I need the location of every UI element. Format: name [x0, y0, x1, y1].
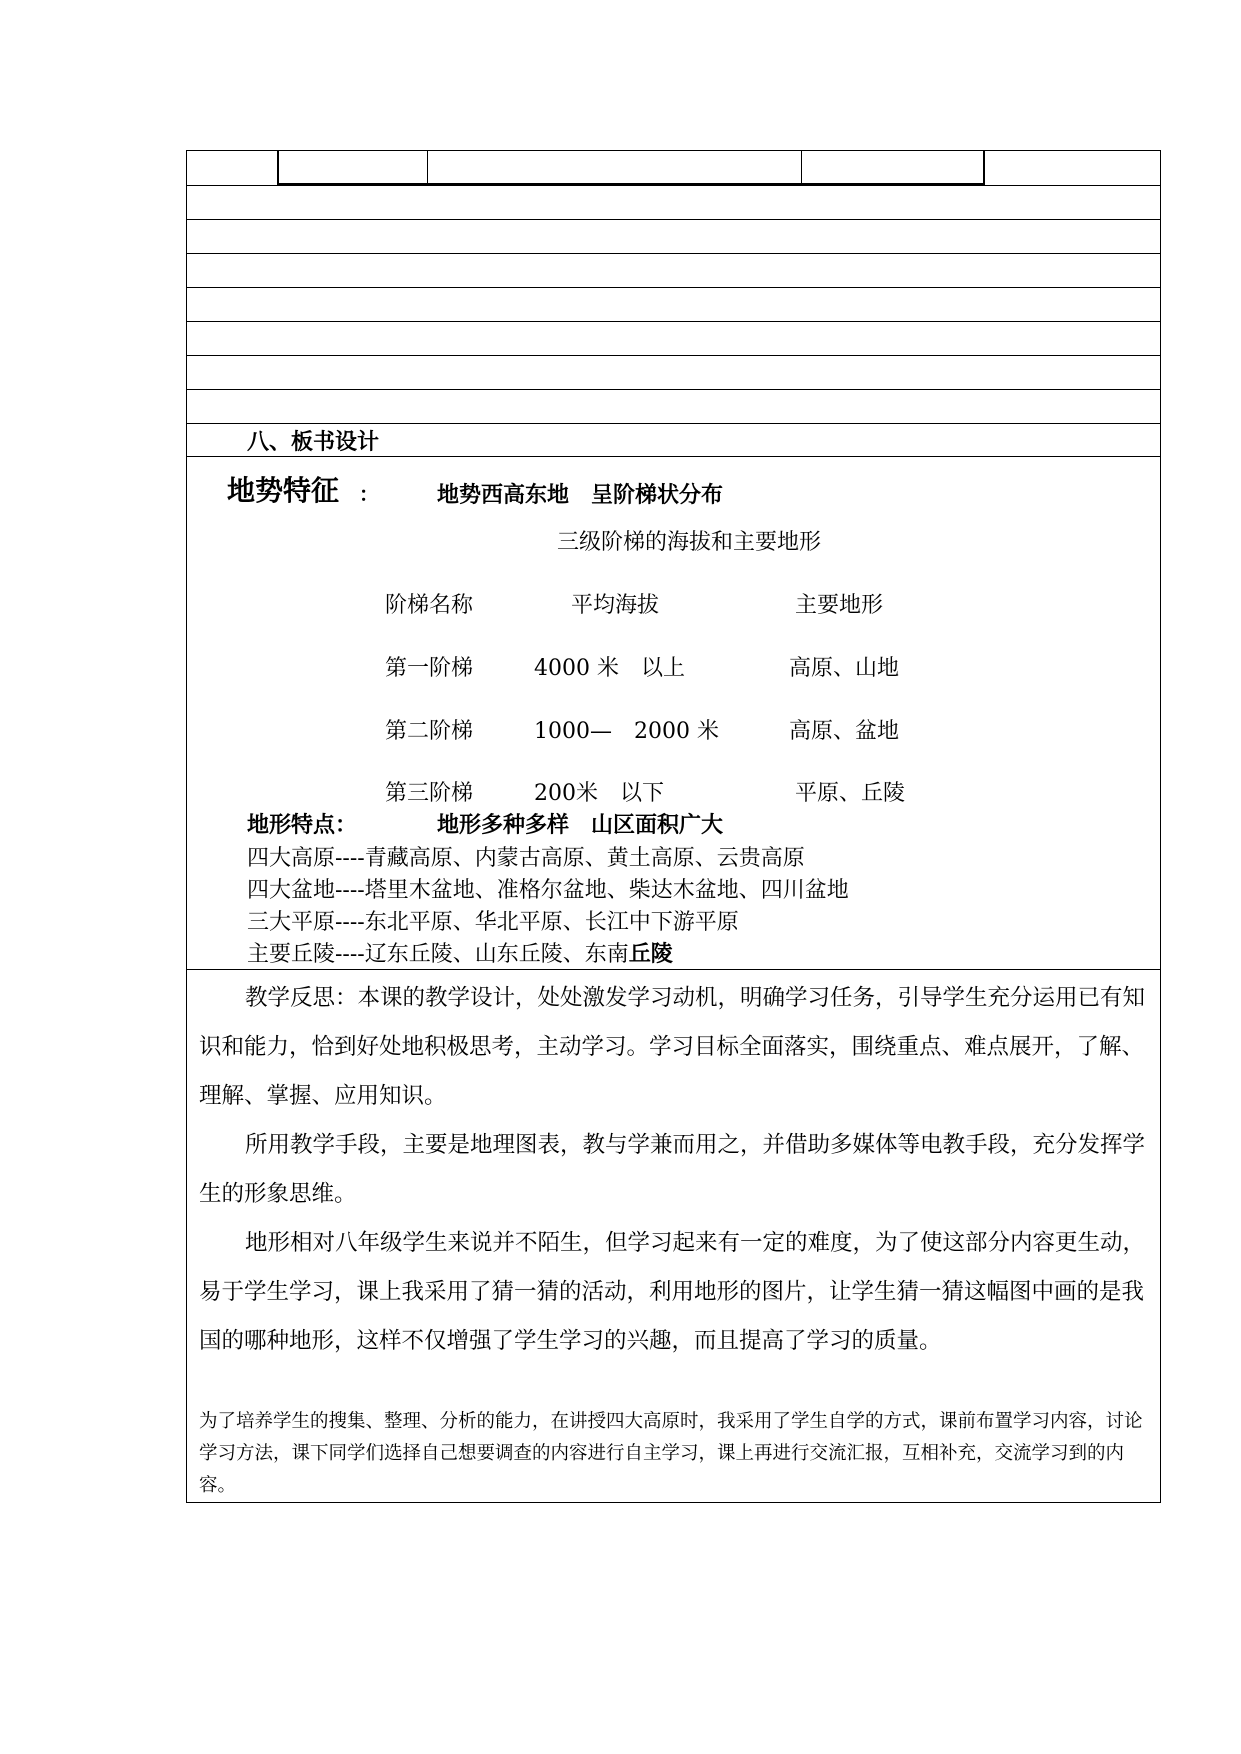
- step-2-name: 第二阶梯: [385, 719, 474, 744]
- row-divider: [187, 219, 1160, 220]
- lesson-plan-table: [186, 150, 1161, 1503]
- section-heading: 八、板书设计: [247, 430, 380, 455]
- top-cell-divider: [427, 151, 428, 185]
- step-1-altitude: 4000 米 以上: [534, 656, 685, 681]
- step-3-landform: 平原、丘陵: [795, 781, 906, 806]
- terrain-feature-label: 地势特征: [227, 474, 340, 507]
- landform-line: 四大高原----青藏高原、内蒙古高原、黄土高原、云贵高原: [247, 846, 805, 871]
- landform-line-hills: [247, 937, 673, 968]
- row-divider: [187, 423, 1160, 424]
- reflection-paragraph: 所用教学手段，主要是地理图表，教与学兼而用之，并借助多媒体等电教手段，充分发挥学生的形象思维。: [199, 1132, 1146, 1207]
- step-1-landform: 高原、山地: [789, 656, 900, 681]
- row-divider: [187, 969, 1160, 970]
- step-3-altitude: 200米 以下: [534, 781, 664, 806]
- step-2-altitude: 1000— 2000 米: [534, 719, 719, 744]
- step-3-name: 第三阶梯: [385, 781, 474, 806]
- row-divider: [187, 321, 1160, 322]
- row-divider: [187, 253, 1160, 254]
- terrain-feature-colon: ：: [359, 482, 379, 506]
- landform-line: 三大平原----东北平原、华北平原、长江中下游平原: [247, 910, 739, 935]
- terrain-feature-summary: 地势西高东地 呈阶梯状分布: [437, 483, 724, 508]
- row-divider: [187, 185, 1160, 186]
- step-1-name: 第一阶梯: [385, 656, 474, 681]
- reflection-paragraph: 地形相对八年级学生来说并不陌生，但学习起来有一定的难度，为了使这部分内容更生动，易于学生学习，课上我采用了猜一猜的活动，利用地形的图片，让学生猜一猜这幅图中画的是我国的哪种地形，这样不仅增强了学生学习的兴趣，而且提高了学习的质量。: [199, 1230, 1146, 1354]
- row-divider: [187, 355, 1160, 356]
- reflection-paragraph: 教学反思：本课的教学设计，处处激发学习动机，明确学习任务，引导学生充分运用已有知识和能力，恰到好处地积极思考，主动学习。学习目标全面落实，围绕重点、难点展开，了解、理解、掌握、应用知识。: [199, 985, 1146, 1109]
- steps-header-name: 阶梯名称: [385, 593, 474, 618]
- steps-table-caption: 三级阶梯的海拔和主要地形: [557, 530, 822, 555]
- top-cell-group: [277, 151, 985, 185]
- landform-line: 四大盆地----塔里木盆地、准格尔盆地、柴达木盆地、四川盆地: [247, 878, 849, 903]
- landform-line-hills-prefix: 主要丘陵----辽东丘陵、山东丘陵、东南: [247, 942, 629, 967]
- top-cell-divider: [801, 151, 802, 185]
- landform-line-hills-bold: 丘陵: [628, 942, 673, 967]
- row-divider: [187, 389, 1160, 390]
- steps-header-landform: 主要地形: [795, 593, 884, 618]
- step-2-landform: 高原、盆地: [789, 719, 900, 744]
- row-divider: [187, 456, 1160, 457]
- reflection-small-paragraph: 为了培养学生的搜集、整理、分析的能力，在讲授四大高原时，我采用了学生自学的方式，课前布置学习内容，讨论学习方法，课下同学们选择自己想要调查的内容进行自主学习，课上再进行交流汇报，互相补充，交流学习到的内容。: [199, 1411, 1143, 1496]
- row-divider: [187, 287, 1160, 288]
- landform-feature-summary: 地形多种多样 山区面积广大: [437, 813, 724, 838]
- steps-header-altitude: 平均海拔: [571, 593, 660, 618]
- landform-feature-label: 地形特点：: [247, 813, 358, 838]
